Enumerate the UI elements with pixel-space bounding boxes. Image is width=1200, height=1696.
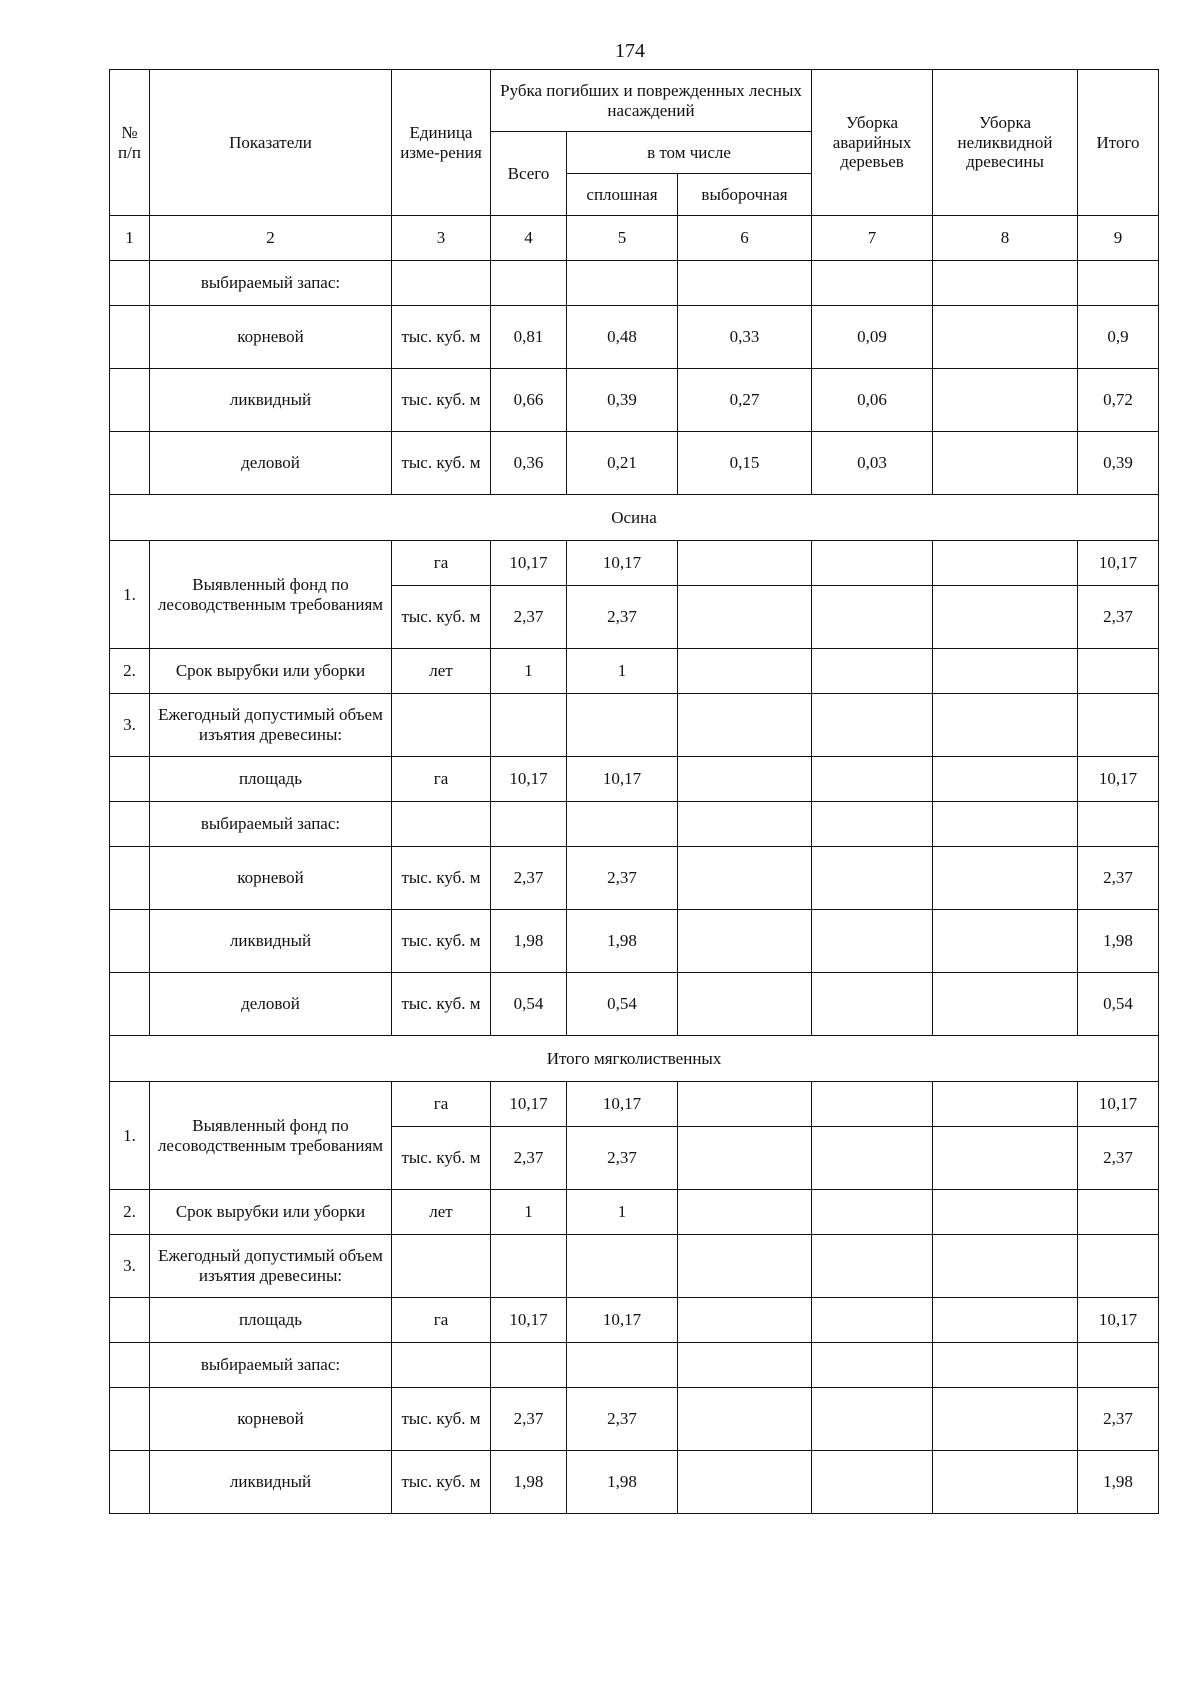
table-row — [110, 1235, 1159, 1298]
cell — [812, 1343, 933, 1388]
table-row — [110, 541, 1159, 586]
row-unit: га — [392, 757, 491, 802]
column-number: 8 — [933, 216, 1078, 261]
cell — [933, 757, 1078, 802]
cell: 0,15 — [678, 432, 812, 495]
cell: 0,03 — [812, 432, 933, 495]
row-number — [110, 306, 150, 369]
cell: 2,37 — [1078, 586, 1159, 649]
row-number — [110, 802, 150, 847]
cell: 2,37 — [491, 1127, 567, 1190]
header-row-1 — [110, 70, 1159, 132]
cell — [812, 586, 933, 649]
row-number: 1. — [110, 1082, 150, 1190]
row-name: Ежегодный допустимый объем изъятия древесины: — [150, 1235, 392, 1298]
row-number — [110, 1343, 150, 1388]
cell: 10,17 — [491, 1298, 567, 1343]
cell — [491, 694, 567, 757]
header-illiquid-wood: Уборка неликвидной древесины — [933, 70, 1078, 216]
cell — [678, 1082, 812, 1127]
cell — [678, 910, 812, 973]
row-name: деловой — [150, 432, 392, 495]
cell: 10,17 — [567, 541, 678, 586]
row-number — [110, 1451, 150, 1514]
row-number — [110, 369, 150, 432]
section-row-soft-total — [110, 1036, 1159, 1082]
column-number: 1 — [110, 216, 150, 261]
cell — [678, 1235, 812, 1298]
cell: 10,17 — [491, 541, 567, 586]
column-number: 4 — [491, 216, 567, 261]
cell: 1,98 — [491, 1451, 567, 1514]
table-row — [110, 306, 1159, 369]
cell — [678, 757, 812, 802]
row-unit: тыс. куб. м — [392, 432, 491, 495]
cell — [933, 973, 1078, 1036]
row-name: корневой — [150, 1388, 392, 1451]
cell — [1078, 802, 1159, 847]
cell — [1078, 694, 1159, 757]
cell — [812, 649, 933, 694]
cell — [1078, 1190, 1159, 1235]
cell: 10,17 — [567, 1298, 678, 1343]
row-name: выбираемый запас: — [150, 1343, 392, 1388]
cell: 10,17 — [1078, 541, 1159, 586]
page-number: 174 — [615, 40, 645, 62]
section-title: Осина — [110, 495, 1159, 541]
row-number — [110, 1298, 150, 1343]
row-unit: тыс. куб. м — [392, 847, 491, 910]
cell — [567, 261, 678, 306]
cell — [933, 369, 1078, 432]
cell: 1,98 — [567, 1451, 678, 1514]
cell: 2,37 — [491, 586, 567, 649]
row-unit — [392, 694, 491, 757]
cell: 0,27 — [678, 369, 812, 432]
row-unit: га — [392, 1298, 491, 1343]
row-number — [110, 432, 150, 495]
row-unit: тыс. куб. м — [392, 910, 491, 973]
cell — [933, 306, 1078, 369]
table-row — [110, 910, 1159, 973]
cell — [812, 1190, 933, 1235]
row-unit — [392, 1343, 491, 1388]
section-row-aspen — [110, 495, 1159, 541]
row-unit: тыс. куб. м — [392, 1127, 491, 1190]
cell — [933, 694, 1078, 757]
row-name: Выявленный фонд по лесоводственным требованиям — [150, 541, 392, 649]
cell — [491, 261, 567, 306]
cell — [812, 910, 933, 973]
cell — [812, 541, 933, 586]
cell — [567, 1235, 678, 1298]
cell: 2,37 — [567, 1127, 678, 1190]
cell: 10,17 — [1078, 757, 1159, 802]
table-row — [110, 1343, 1159, 1388]
column-number: 2 — [150, 216, 392, 261]
cell — [812, 261, 933, 306]
cell: 0,39 — [567, 369, 678, 432]
cell: 2,37 — [1078, 1388, 1159, 1451]
row-unit: тыс. куб. м — [392, 973, 491, 1036]
row-name: выбираемый запас: — [150, 261, 392, 306]
row-unit — [392, 1235, 491, 1298]
cell: 1 — [491, 649, 567, 694]
header-solid: сплошная — [567, 174, 678, 216]
table-row — [110, 1298, 1159, 1343]
cell: 0,21 — [567, 432, 678, 495]
row-number — [110, 973, 150, 1036]
row-unit: лет — [392, 1190, 491, 1235]
cell — [678, 802, 812, 847]
table-row — [110, 1190, 1159, 1235]
header-number: № п/п — [110, 70, 150, 216]
cell — [1078, 1343, 1159, 1388]
header-emergency-trees: Уборка аварийных деревьев — [812, 70, 933, 216]
cell — [1078, 649, 1159, 694]
header-indicators: Показатели — [150, 70, 392, 216]
cell — [491, 1235, 567, 1298]
table-row — [110, 369, 1159, 432]
forest-cutting-table — [109, 69, 1159, 1514]
cell: 10,17 — [491, 1082, 567, 1127]
header-all: Всего — [491, 132, 567, 216]
table-row — [110, 1451, 1159, 1514]
cell — [812, 1127, 933, 1190]
cell — [933, 802, 1078, 847]
column-number: 3 — [392, 216, 491, 261]
row-number: 2. — [110, 1190, 150, 1235]
cell: 2,37 — [1078, 847, 1159, 910]
row-unit — [392, 802, 491, 847]
row-unit: тыс. куб. м — [392, 1388, 491, 1451]
table-row — [110, 261, 1159, 306]
cell — [812, 1298, 933, 1343]
cell: 2,37 — [491, 1388, 567, 1451]
cell: 0,36 — [491, 432, 567, 495]
row-number — [110, 1388, 150, 1451]
cell — [678, 973, 812, 1036]
cell: 1 — [567, 649, 678, 694]
row-name: ликвидный — [150, 369, 392, 432]
cell — [678, 1451, 812, 1514]
row-name: ликвидный — [150, 1451, 392, 1514]
row-number — [110, 910, 150, 973]
cell — [678, 649, 812, 694]
cell — [933, 649, 1078, 694]
row-name: Выявленный фонд по лесоводственным требованиям — [150, 1082, 392, 1190]
cell — [933, 1388, 1078, 1451]
row-unit: тыс. куб. м — [392, 1451, 491, 1514]
column-number: 9 — [1078, 216, 1159, 261]
cell: 10,17 — [1078, 1298, 1159, 1343]
cell — [678, 1343, 812, 1388]
cell — [812, 973, 933, 1036]
table-row — [110, 694, 1159, 757]
row-name: Срок вырубки или уборки — [150, 1190, 392, 1235]
cell — [812, 757, 933, 802]
row-number: 2. — [110, 649, 150, 694]
row-name: выбираемый запас: — [150, 802, 392, 847]
cell — [933, 261, 1078, 306]
cell — [678, 1388, 812, 1451]
row-number: 3. — [110, 1235, 150, 1298]
table-row — [110, 757, 1159, 802]
row-unit: га — [392, 1082, 491, 1127]
cell — [812, 802, 933, 847]
cell: 0,39 — [1078, 432, 1159, 495]
table-row — [110, 973, 1159, 1036]
cell — [933, 541, 1078, 586]
cell — [933, 1235, 1078, 1298]
cell — [812, 1451, 933, 1514]
cell — [812, 1235, 933, 1298]
cell — [933, 432, 1078, 495]
row-name: площадь — [150, 757, 392, 802]
row-unit: га — [392, 541, 491, 586]
cell: 1,98 — [1078, 1451, 1159, 1514]
cell: 2,37 — [567, 847, 678, 910]
row-unit — [392, 261, 491, 306]
column-number: 5 — [567, 216, 678, 261]
row-name: Срок вырубки или уборки — [150, 649, 392, 694]
cell — [933, 1127, 1078, 1190]
cell — [933, 1343, 1078, 1388]
cell — [933, 1451, 1078, 1514]
header-total: Итого — [1078, 70, 1159, 216]
table-row — [110, 847, 1159, 910]
row-unit: тыс. куб. м — [392, 586, 491, 649]
row-name: ликвидный — [150, 910, 392, 973]
header-cutting-group: Рубка погибших и поврежденных лесных насаждений — [491, 70, 812, 132]
cell — [1078, 1235, 1159, 1298]
table-row — [110, 432, 1159, 495]
cell: 0,54 — [491, 973, 567, 1036]
cell: 1 — [567, 1190, 678, 1235]
cell — [678, 261, 812, 306]
cell: 2,37 — [1078, 1127, 1159, 1190]
header-including: в том числе — [567, 132, 812, 174]
cell — [678, 541, 812, 586]
cell: 10,17 — [567, 1082, 678, 1127]
row-number — [110, 261, 150, 306]
cell: 0,09 — [812, 306, 933, 369]
column-number: 7 — [812, 216, 933, 261]
cell: 0,06 — [812, 369, 933, 432]
cell — [933, 847, 1078, 910]
cell: 0,54 — [567, 973, 678, 1036]
cell: 0,54 — [1078, 973, 1159, 1036]
cell — [933, 910, 1078, 973]
cell: 10,17 — [1078, 1082, 1159, 1127]
cell: 0,48 — [567, 306, 678, 369]
cell: 0,9 — [1078, 306, 1159, 369]
column-number-row — [110, 216, 1159, 261]
cell: 2,37 — [567, 1388, 678, 1451]
header-unit: Единица изме-рения — [392, 70, 491, 216]
row-unit: лет — [392, 649, 491, 694]
table-row — [110, 1388, 1159, 1451]
table-row — [110, 802, 1159, 847]
cell — [678, 1127, 812, 1190]
cell — [933, 1298, 1078, 1343]
cell: 2,37 — [567, 586, 678, 649]
cell — [812, 847, 933, 910]
row-name: площадь — [150, 1298, 392, 1343]
row-name: Ежегодный допустимый объем изъятия древесины: — [150, 694, 392, 757]
cell — [678, 1298, 812, 1343]
cell — [812, 694, 933, 757]
cell: 1,98 — [567, 910, 678, 973]
cell — [678, 847, 812, 910]
cell — [933, 1190, 1078, 1235]
cell — [678, 1190, 812, 1235]
cell — [491, 802, 567, 847]
header-selective: выборочная — [678, 174, 812, 216]
row-number — [110, 847, 150, 910]
row-unit: тыс. куб. м — [392, 369, 491, 432]
cell: 1,98 — [491, 910, 567, 973]
table-row — [110, 649, 1159, 694]
cell — [678, 586, 812, 649]
cell — [1078, 261, 1159, 306]
cell: 0,72 — [1078, 369, 1159, 432]
column-number: 6 — [678, 216, 812, 261]
cell — [812, 1388, 933, 1451]
cell — [567, 1343, 678, 1388]
table-row — [110, 1082, 1159, 1127]
cell — [567, 694, 678, 757]
cell: 0,81 — [491, 306, 567, 369]
cell: 10,17 — [567, 757, 678, 802]
row-name: корневой — [150, 306, 392, 369]
row-unit: тыс. куб. м — [392, 306, 491, 369]
row-number: 3. — [110, 694, 150, 757]
section-title: Итого мягколиственных — [110, 1036, 1159, 1082]
cell: 0,33 — [678, 306, 812, 369]
row-number: 1. — [110, 541, 150, 649]
row-name: деловой — [150, 973, 392, 1036]
cell — [812, 1082, 933, 1127]
cell — [933, 1082, 1078, 1127]
cell: 10,17 — [491, 757, 567, 802]
cell: 2,37 — [491, 847, 567, 910]
row-name: корневой — [150, 847, 392, 910]
cell: 1,98 — [1078, 910, 1159, 973]
row-number — [110, 757, 150, 802]
cell: 0,66 — [491, 369, 567, 432]
cell — [678, 694, 812, 757]
cell — [491, 1343, 567, 1388]
cell — [567, 802, 678, 847]
cell — [933, 586, 1078, 649]
cell: 1 — [491, 1190, 567, 1235]
